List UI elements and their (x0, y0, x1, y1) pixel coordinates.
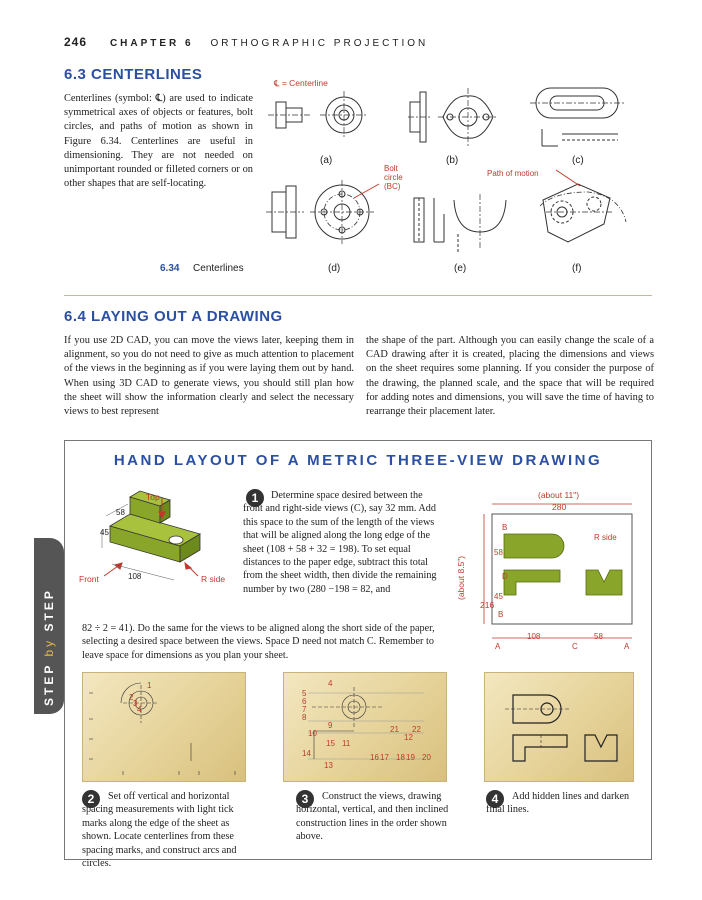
tick-9: 9 (328, 721, 333, 730)
label-c: (c) (572, 155, 584, 166)
bolt-line3: (BC) (384, 182, 401, 191)
panel-step-4 (484, 672, 634, 782)
section-6-4-col1: If you use 2D CAD, you can move the views later, keeping them in alignment, so you do not need to give as much attention to placement of the views in the beginning as if you were laying them out by hand. When using 3D CAD to generate views, you should still plan how the sheet will show the information clearly and select the necessary views to best represent (64, 335, 354, 418)
iso-dim-45: 45 (100, 528, 109, 537)
drawing-d (266, 180, 379, 244)
tick-20: 20 (422, 753, 431, 762)
tab-by: by (42, 637, 56, 657)
label-d: (d) (328, 263, 341, 274)
panel-step-2 (82, 672, 246, 782)
tick-11: 11 (342, 739, 351, 748)
step-4-badge: 4 (486, 790, 504, 808)
section-6-3-body: Centerlines (symbol: ℄) are used to indicate symmetrical axes of objects or features, bolt circles, and paths of motion as shown in Figure 6.34. Centerlines are useful in dimensioning. They are not needed on unimportant rounded or filleted corners or on other shapes that are self-locating. (64, 93, 253, 190)
sheet-A-right: A (624, 642, 630, 651)
iso-front-label: Front (79, 574, 99, 584)
tick-10: 10 (308, 729, 317, 738)
tick-19: 19 (406, 753, 415, 762)
chapter-label: CHAPTER 6 (109, 38, 194, 49)
figure-number: 6.34 (160, 263, 180, 274)
step-1-text-b: 82 ÷ 2 = 41). Do the same for the views to be aligned along the short side of the paper, selecting a desired space between the views. Space D need not match C. Remember to leave space for dimensions as you plan your sheet. (82, 623, 435, 661)
tick-6: 6 (302, 697, 307, 706)
sheet-rside-label: R side (594, 533, 617, 542)
drawing-b (408, 88, 498, 146)
tick-17: 17 (380, 753, 389, 762)
tick-1: 1 (147, 681, 152, 690)
sheet-C: C (572, 642, 578, 651)
tick-3: 3 (133, 699, 138, 708)
panel-step-3 (283, 672, 447, 782)
page-number: 246 (64, 35, 88, 49)
section-divider (64, 295, 652, 296)
path-of-motion-callout: Path of motion (487, 169, 539, 178)
bolt-circle-callout (384, 164, 403, 191)
tick-2: 2 (129, 693, 134, 702)
tick-16: 16 (370, 753, 379, 762)
step-box-title: HAND LAYOUT OF A METRIC THREE-VIEW DRAWING (113, 452, 603, 469)
iso-rside-label: R side (201, 574, 226, 584)
step-by-step-tab (34, 538, 64, 714)
tick-5: 5 (302, 689, 307, 698)
label-f: (f) (572, 263, 582, 274)
drawing-c (530, 88, 624, 146)
sheet-58-bottom: 58 (594, 632, 603, 641)
centerline-legend: ℄ = Centerline (274, 78, 328, 88)
section-6-3-title: 6.3 CENTERLINES (64, 66, 203, 83)
figure-caption (160, 263, 244, 274)
sheet-layout-diagram (464, 500, 644, 650)
tick-4: 4 (328, 679, 333, 688)
bolt-line1: Bolt (384, 164, 398, 173)
sheet-about-85: (about 8.5") (456, 555, 466, 600)
figure-6-34 (258, 74, 658, 274)
iso-top-label: Top (146, 492, 160, 502)
sheet-B-top: B (502, 523, 508, 532)
bolt-line2: circle (384, 173, 403, 182)
section-6-4-col2: the shape of the part. Although you can easily change the scale of a CAD drawing after it is created, placing the dimensions and views on the sheet requires some planning. If you consider the purpose of the drawing, the planned scale, and the space that will be required for adding notes and dimensions, you will save the time of having to rearrange their placement later. (366, 335, 654, 418)
step-2-text: Set off vertical and horizontal spacing measurements with light tick marks along the edge of the sheet as shown. Locate centerlines from these spacing marks, and construct arcs and circles. (82, 791, 237, 870)
tab-step: STEP (42, 662, 56, 706)
tick-14: 14 (302, 749, 311, 758)
drawing-a (268, 91, 368, 139)
section-6-4-title: 6.4 LAYING OUT A DRAWING (64, 308, 283, 325)
tick-18: 18 (396, 753, 405, 762)
centerlines-drawings (258, 74, 658, 274)
tick-4: 4 (137, 705, 142, 714)
label-e: (e) (454, 263, 467, 274)
tick-7: 7 (302, 705, 307, 714)
label-b: (b) (446, 155, 459, 166)
drawing-e (414, 194, 506, 252)
tick-12: 12 (404, 733, 413, 742)
step-3-text: Construct the views, drawing horizontal, vertical, and then inclined construction lines in the order shown above. (296, 791, 449, 843)
sheet-45: 45 (494, 592, 503, 601)
sheet-A-left: A (495, 642, 501, 651)
tick-8: 8 (302, 713, 307, 722)
sheet-58: 58 (494, 548, 503, 557)
sheet-D: D (502, 572, 508, 581)
sheet-B-bottom: B (498, 610, 504, 619)
step-1-badge: 1 (246, 489, 264, 507)
step-2-badge: 2 (82, 790, 100, 808)
sheet-108: 108 (527, 632, 541, 641)
sheet-280: 280 (552, 502, 567, 512)
tick-21: 21 (390, 725, 399, 734)
tick-15: 15 (326, 739, 335, 748)
tick-13: 13 (324, 761, 333, 770)
tick-22: 22 (412, 725, 421, 734)
drawing-f (540, 170, 626, 242)
running-header (64, 33, 428, 51)
label-a: (a) (320, 155, 333, 166)
step-4-text: Add hidden lines and darken final lines. (486, 791, 630, 816)
iso-dim-58: 58 (116, 508, 125, 517)
sheet-about-11: (about 11") (538, 490, 580, 500)
step-3-badge: 3 (296, 790, 314, 808)
sheet-216: 216 (480, 600, 495, 610)
tab-step2: STEP (42, 588, 56, 632)
step-1-text-a: Determine space desired between the front and right-side views (C), say 32 mm. Add this space to the sum of the length of the views that will be aligned along the long edge of the sheet (108 + 58 + 32 = 198). To set equal distances to the paper edge, subtract this total from the sheet width, then divide the remaining number by two (280 −198 = 82, and (243, 490, 437, 595)
chapter-title: ORTHOGRAPHIC PROJECTION (210, 38, 429, 49)
figure-caption-text: Centerlines (193, 263, 244, 274)
iso-dim-108: 108 (128, 572, 142, 581)
